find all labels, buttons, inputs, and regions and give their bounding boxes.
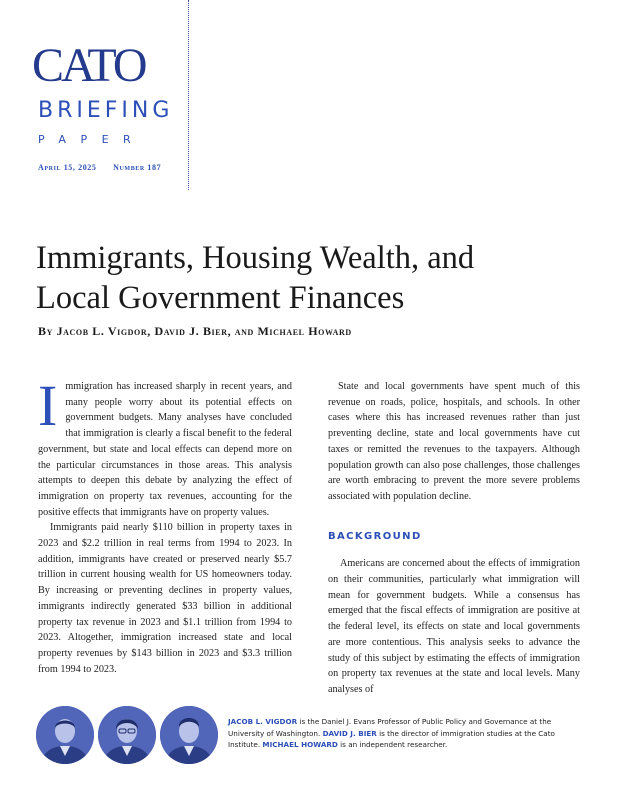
header-divider-line — [188, 0, 189, 190]
body-column-right — [328, 379, 580, 698]
background-paragraph: Americans are concerned about the effects of immigration on their communities, particularly what immigration will mean for government budgets. While a consensus has emerged that the fiscal effects of immigration are positive at the federal level, its effects on state and local governments are more contentious. This analysis seeks to advance the study of this subject by estimating the effects of immigration on property tax revenues at the state and local levels. Many analyses of — [328, 558, 580, 695]
intro-text: mmigration has increased sharply in recent years, and many people worry about its potential effects on government budgets. Many analyses have concluded that immigration is clearly a fiscal benefit to the federal government, but state and local effects can depend more on the particular circumstances in those areas. This analysis attempts to deepen this debate by analyzing the effect of immigration on property tax revenues, accounting for the positive effects that immigrants have on property values. — [38, 381, 292, 518]
author-bios — [228, 716, 584, 751]
author-photo-vigdor — [36, 706, 94, 764]
title-line-1: Immigrants, Housing Wealth, and — [36, 240, 475, 276]
body-column-left — [38, 373, 292, 677]
author-photo-bier — [98, 706, 156, 764]
spending-paragraph: State and local governments have spent much of this revenue on roads, police, hospitals, and schools. In other cases where this has increased revenues rather than just preventing decline, state and local governments have cut taxes or remitted the revenues to the taxpayers. Although population growth can also pose challenges, those challenges are worth embracing to prevent the more severe problems associated with population decline. — [328, 381, 580, 502]
findings-paragraph: Immigrants paid nearly $110 billion in property taxes in 2023 and $2.2 trillion in real terms from 1994 to 2023. In addition, immigrants have created or preserved nearly $5.7 trillion in current housing wealth for US homeowners today. By increasing or preventing declines in property values, immigrants indirectly generated $33 billion in additional property tax revenue in 2023 and $1.1 trillion from 1994 to 2023. Altogether, immigration increased state and local property revenues by $143 billion in 2023 and $3.3 trillion from 1994 to 2023. — [38, 522, 292, 675]
dateline — [38, 163, 175, 172]
author-name-howard: MICHAEL HOWARD — [262, 740, 338, 749]
author-bio-vigdor: is the Daniel J. Evans Professor of Public Policy and Governance at the University of Washington. — [228, 717, 552, 738]
page-title — [36, 238, 596, 318]
drop-cap: I — [38, 373, 58, 438]
author-photo-howard — [160, 706, 218, 764]
author-bio-howard: is an independent researcher. — [337, 740, 448, 749]
author-name-bier: DAVID J. BIER — [322, 728, 377, 738]
title-line-2: Local Government Finances — [36, 280, 405, 316]
author-name-vigdor: JACOB L. VIGDOR — [228, 717, 298, 726]
logo-word: CATO — [32, 39, 145, 92]
issue-date: April 15, 2025 — [38, 163, 97, 172]
series-word: BRIEFING — [38, 98, 174, 123]
intro-paragraph — [38, 373, 292, 520]
author-bio-bier: is the director of immigration studies at the Cato Institute. — [228, 728, 555, 749]
author-photos — [36, 706, 196, 768]
byline: By Jacob L. Vigdor, David J. Bier, and Michael Howard — [38, 324, 352, 338]
series-sub: PAPER — [38, 133, 146, 146]
issue-number: Number 187 — [113, 163, 162, 172]
section-heading-background: BACKGROUND — [328, 530, 422, 542]
